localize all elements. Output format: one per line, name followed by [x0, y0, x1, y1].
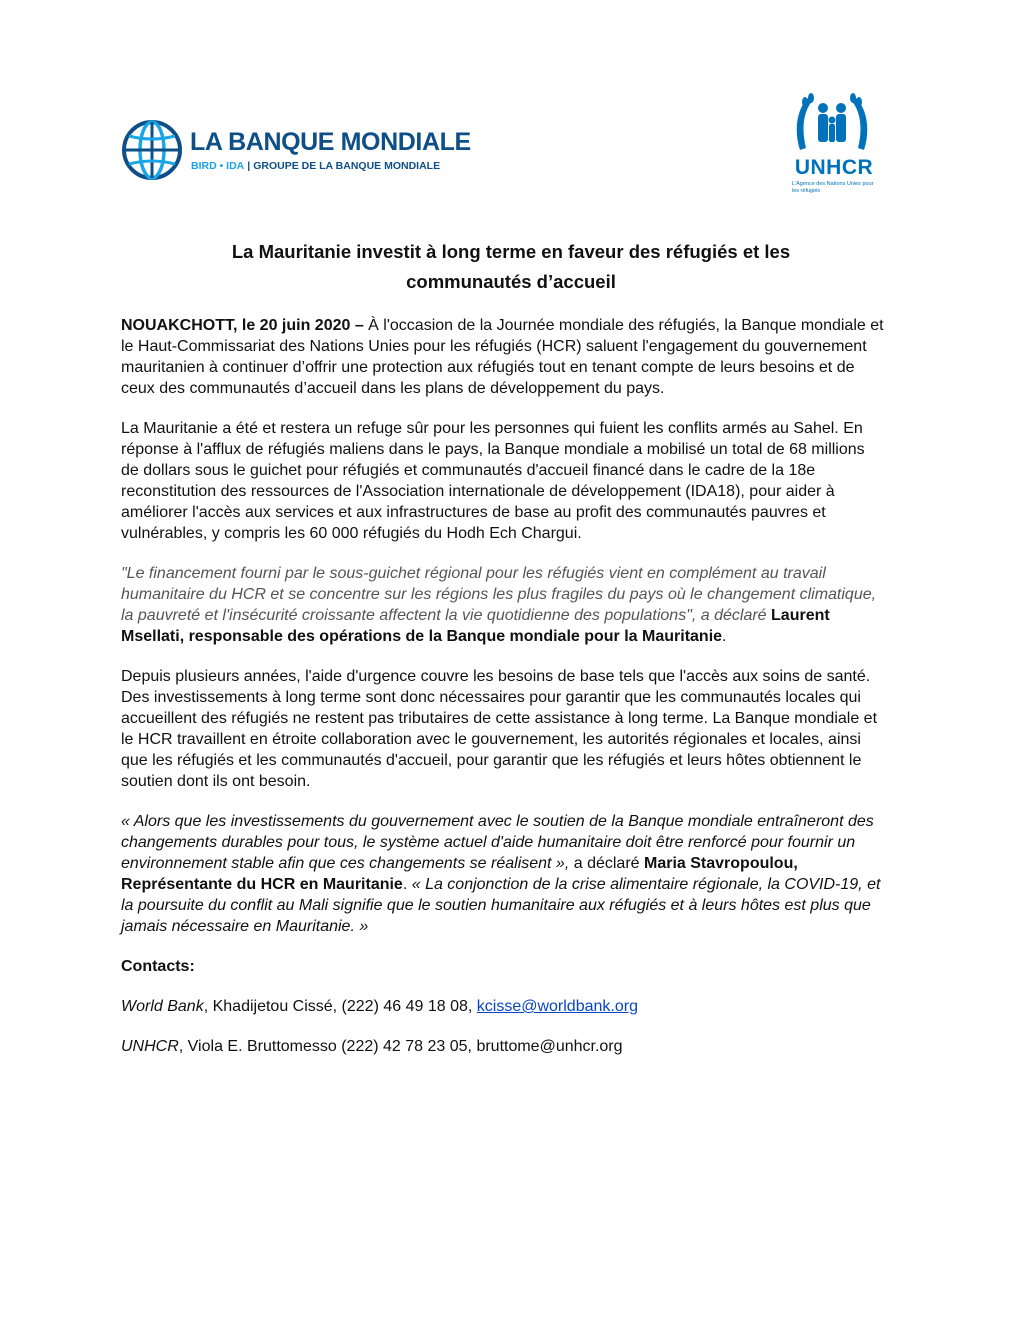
unhcr-logo — [786, 92, 882, 202]
contact-org: World Bank — [121, 998, 204, 1015]
bird-ida-label: BIRD • IDA — [191, 160, 245, 172]
unhcr-tagline: L'Agence des Nations Unies pour les réfugiés — [792, 181, 874, 194]
paragraph-investments: Depuis plusieurs années, l'aide d'urgence couvre les besoins de base tels que l'accès aux soins de santé. Des investissements à long terme sont donc nécessaires pour garantir que les communautés locales qui accueillent des réfugiés ne restent pas tributaires de cette assistance à long terme. La Banque mondiale et le HCR travaillent en étroite collaboration avec le gouvernement, les autorités régionales et locales, ainsi que les réfugiés et les communautés d'accueil, pour garantir que les réfugiés et leurs hôtes obtiennent le soutien dont ils ont besoin. — [121, 668, 878, 790]
email-link[interactable]: kcisse@worldbank.org — [476, 998, 638, 1015]
paragraph-context: La Mauritanie a été et restera un refuge sûr pour les personnes qui fuient les conflits armés au Sahel. En réponse à l'afflux de réfugiés maliens dans le pays, la Banque mondiale a mobilisé un total de 68 millions de dollars sous le guichet pour réfugiés et communautés d'accueil financé dans le cadre de la 18e reconstitution des ressources de l'Association internationale de développement (IDA18), pour aider à améliorer l'accès aux services et aux infrastructures de base au profit des communautés pauvres et vulnérables, y compris les 60 000 réfugiés du Hodh Ech Chargui. — [121, 420, 865, 542]
quote-speaker: Laurent Msellati, responsable des opérations de la Banque mondiale pour la Mauritanie — [121, 607, 830, 645]
title-line-2: communautés d’accueil — [406, 271, 616, 292]
page-title — [122, 237, 900, 297]
group-label: GROUPE DE LA BANQUE MONDIALE — [253, 160, 441, 172]
quote-text: « Alors que les investissements du gouvernement avec le soutien de la Banque mondiale entraîneront des changements durables pour tous, le système actuel d'aide humanitaire doit être renforcé pour fournir un environnement stable afin que ces changements se réalisent », — [121, 813, 874, 872]
world-bank-logo — [120, 118, 500, 182]
contacts-heading: Contacts: — [121, 958, 195, 975]
title-line-1: La Mauritanie investit à long terme en faveur des réfugiés et les — [231, 241, 791, 262]
quote-text: "Le financement fourni par le sous-guichet régional pour les réfugiés vient en complément au travail humanitaire du HCR et se concentre sur les régions les plus fragiles du pays où le changement climatique, la pauvreté et l'insécurité croissante affectent la vie quotidienne des populations", a déclaré — [121, 565, 877, 624]
globe-icon — [120, 118, 184, 182]
contact-details: , Viola E. Bruttomesso (222) 42 78 23 05, bruttome@unhcr.org — [178, 1038, 623, 1055]
world-bank-name: LA BANQUE MONDIALE — [190, 128, 471, 156]
subtitle-separator: | — [247, 160, 251, 172]
world-bank-subtitle — [191, 160, 440, 172]
quote-end: . — [722, 628, 727, 645]
dateline: NOUAKCHOTT, le 20 juin 2020 – — [121, 317, 364, 334]
quote-text-2: « La conjonction de la crise alimentaire régionale, la COVID-19, et la poursuite du conflit au Mali signifie que le soutien humanitaire aux réfugiés et à leurs hôtes est plus que jamais nécessaire en Mauritanie. » — [121, 876, 881, 935]
quote-speaker: Maria Stavropoulou, Représentante du HCR en Mauritanie — [121, 855, 798, 893]
contact-org: UNHCR — [121, 1038, 179, 1055]
contact-worldbank — [121, 996, 886, 1017]
paragraph-quote-worldbank — [121, 563, 886, 647]
article-body — [121, 315, 886, 1076]
hands-sheltering-family-icon — [792, 92, 872, 154]
contact-unhcr — [121, 1036, 886, 1057]
quote-dot: . — [402, 876, 412, 893]
paragraph-quote-unhcr — [121, 811, 886, 937]
contact-details: , Khadijetou Cissé, (222) 46 49 18 08, — [203, 998, 477, 1015]
intro-text: À l'occasion de la Journée mondiale des réfugiés, la Banque mondiale et le Haut-Commissariat des Nations Unies pour les réfugiés (HCR) saluent l'engagement du gouvernement mauritanien à continuer d’offrir une protection aux réfugiés tout en tenant compte de leurs besoins et de ceux des communautés d’accueil dans les plans de développement du pays. — [121, 317, 884, 397]
paragraph-intro — [121, 315, 886, 399]
contacts-block — [121, 956, 886, 1057]
quote-said: a déclaré — [569, 855, 644, 872]
unhcr-name: UNHCR — [794, 156, 874, 179]
